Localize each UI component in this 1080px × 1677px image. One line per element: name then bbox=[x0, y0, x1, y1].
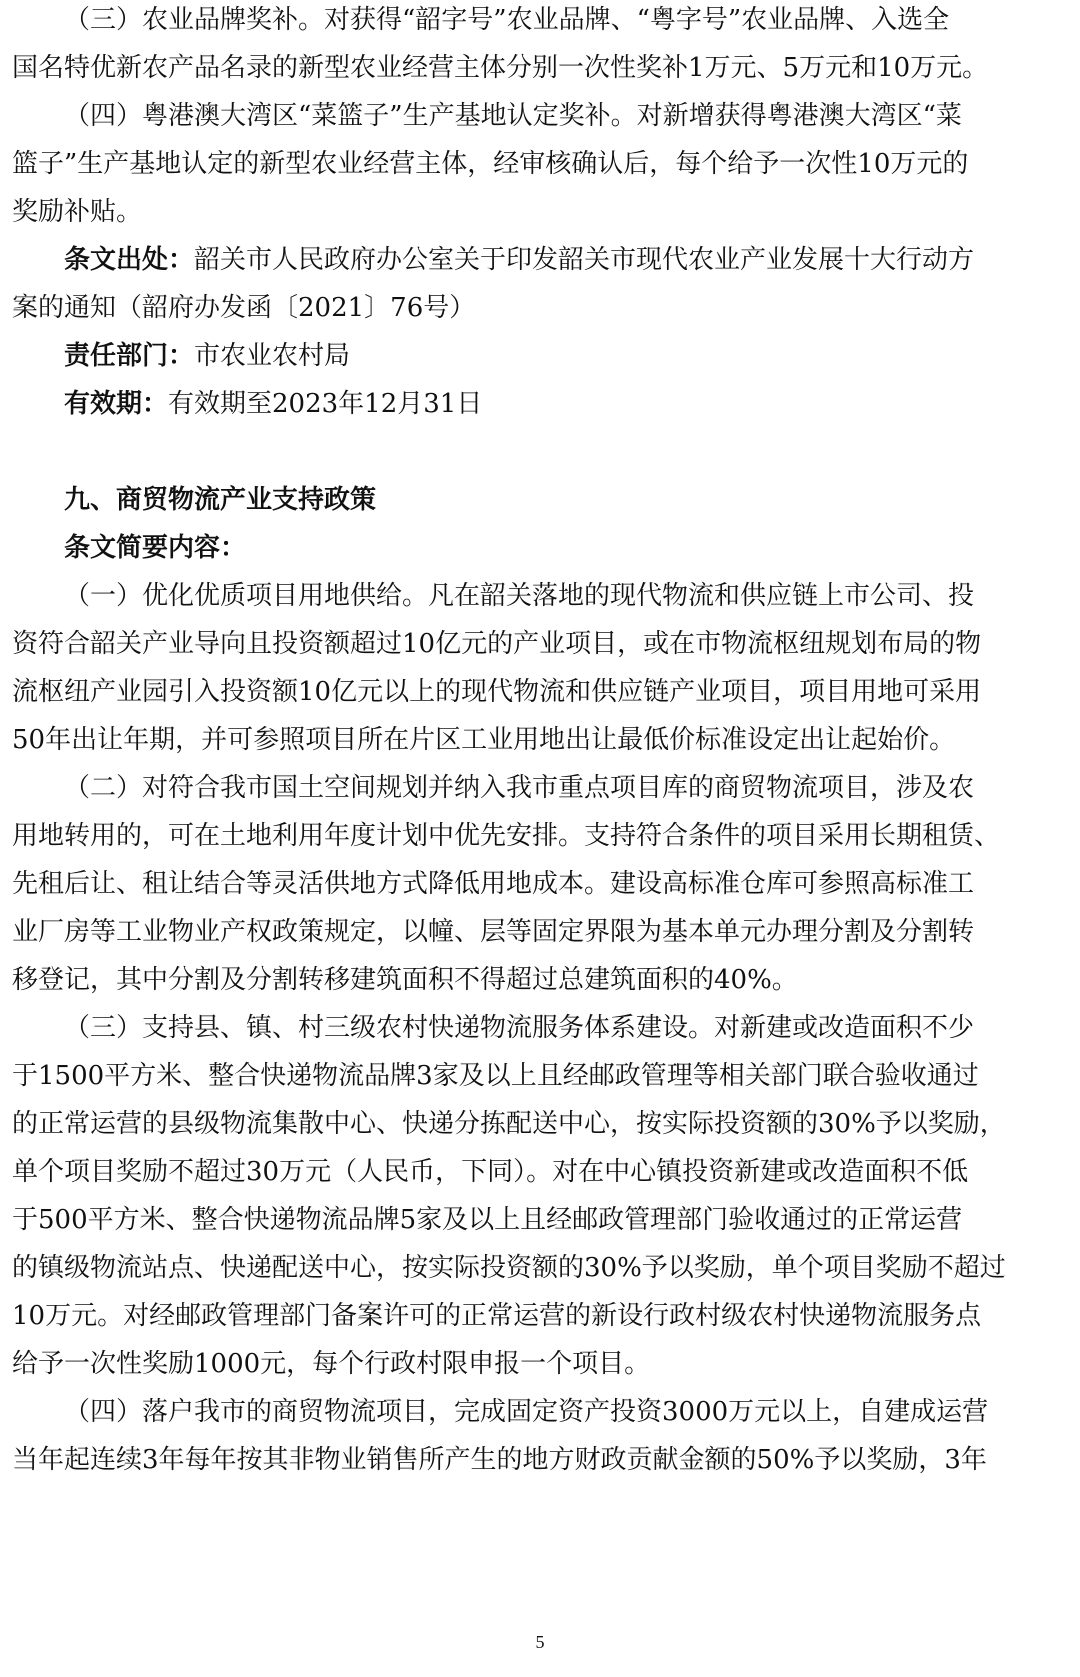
department-line bbox=[64, 338, 350, 374]
paragraph-line: （二）对符合我市国土空间规划并纳入我市重点项目库的商贸物流项目，涉及农 bbox=[64, 773, 975, 803]
paragraph-line: （三）农业品牌奖补。对获得“韶字号”农业品牌、“粤字号”农业品牌、入选全 bbox=[64, 5, 950, 35]
paragraph-line: （三）支持县、镇、村三级农村快递物流服务体系建设。对新建或改造面积不少 bbox=[64, 1013, 975, 1043]
paragraph-line: 国名特优新农产品名录的新型农业经营主体分别一次性奖补1万元、5万元和10万元。 bbox=[12, 53, 989, 83]
paragraph-line: （四）粤港澳大湾区“菜篮子”生产基地认定奖补。对新增获得粤港澳大湾区“菜 bbox=[64, 101, 962, 131]
page-number: 5 bbox=[535, 1632, 545, 1652]
paragraph-line: 流枢纽产业园引入投资额10亿元以上的现代物流和供应链产业项目，项目用地可采用 bbox=[12, 677, 982, 707]
paragraph-line: 当年起连续3年每年按其非物业销售所产生的地方财政贡献金额的50%予以奖励，3年 bbox=[12, 1445, 987, 1475]
paragraph-line: 案的通知（韶府办发函〔2021〕76号） bbox=[12, 293, 476, 323]
paragraph-line: 用地转用的，可在土地利用年度计划中优先安排。支持符合条件的项目采用长期租赁、 bbox=[12, 821, 1001, 851]
validity-label: 有效期： bbox=[64, 389, 169, 419]
paragraph-line: 先租后让、租让结合等灵活供地方式降低用地成本。建设高标准仓库可参照高标准工 bbox=[12, 869, 975, 899]
source-line bbox=[64, 242, 974, 278]
paragraph-line: 资符合韶关产业导向且投资额超过10亿元的产业项目，或在市物流枢纽规划布局的物 bbox=[12, 629, 982, 659]
paragraph-line: 于500平方米、整合快递物流品牌5家及以上且经邮政管理部门验收通过的正常运营 bbox=[12, 1205, 963, 1235]
paragraph-line: 50年出让年期，并可参照项目所在片区工业用地出让最低价标准设定出让起始价。 bbox=[12, 725, 956, 755]
paragraph-line: 的镇级物流站点、快递配送中心，按实际投资额的30%予以奖励，单个项目奖励不超过 bbox=[12, 1253, 1006, 1283]
source-label: 条文出处： bbox=[64, 245, 195, 275]
paragraph-line: （四）落户我市的商贸物流项目，完成固定资产投资3000万元以上，自建成运营 bbox=[64, 1397, 989, 1427]
paragraph-line: 奖励补贴。 bbox=[12, 197, 143, 227]
paragraph-line: 给予一次性奖励1000元，每个行政村限申报一个项目。 bbox=[12, 1349, 651, 1379]
validity-line bbox=[64, 386, 482, 422]
section-heading: 九、商贸物流产业支持政策 bbox=[64, 485, 377, 515]
paragraph-line: 移登记，其中分割及分割转移建筑面积不得超过总建筑面积的40%。 bbox=[12, 965, 798, 995]
source-text: 韶关市人民政府办公室关于印发韶关市现代农业产业发展十大行动方 bbox=[194, 245, 975, 275]
paragraph-line: 于1500平方米、整合快递物流品牌3家及以上且经邮政管理等相关部门联合验收通过 bbox=[12, 1061, 979, 1091]
validity-value: 有效期至2023年12月31日 bbox=[168, 389, 483, 419]
paragraph-line: 业厂房等工业物业产权政策规定，以幢、层等固定界限为基本单元办理分割及分割转 bbox=[12, 917, 975, 947]
paragraph-line: 单个项目奖励不超过30万元（人民币，下同）。对在中心镇投资新建或改造面积不低 bbox=[12, 1157, 969, 1187]
summary-label: 条文简要内容： bbox=[64, 533, 247, 563]
paragraph-line: 篮子”生产基地认定的新型农业经营主体，经审核确认后，每个给予一次性10万元的 bbox=[12, 149, 969, 179]
department-label: 责任部门： bbox=[64, 341, 195, 371]
department-value: 市农业农村局 bbox=[194, 341, 351, 371]
paragraph-line: 10万元。对经邮政管理部门备案许可的正常运营的新设行政村级农村快递物流服务点 bbox=[12, 1301, 982, 1331]
paragraph-line: 的正常运营的县级物流集散中心、快递分拣配送中心，按实际投资额的30%予以奖励， bbox=[12, 1109, 1006, 1139]
paragraph-line: （一）优化优质项目用地供给。凡在韶关落地的现代物流和供应链上市公司、投 bbox=[64, 581, 975, 611]
